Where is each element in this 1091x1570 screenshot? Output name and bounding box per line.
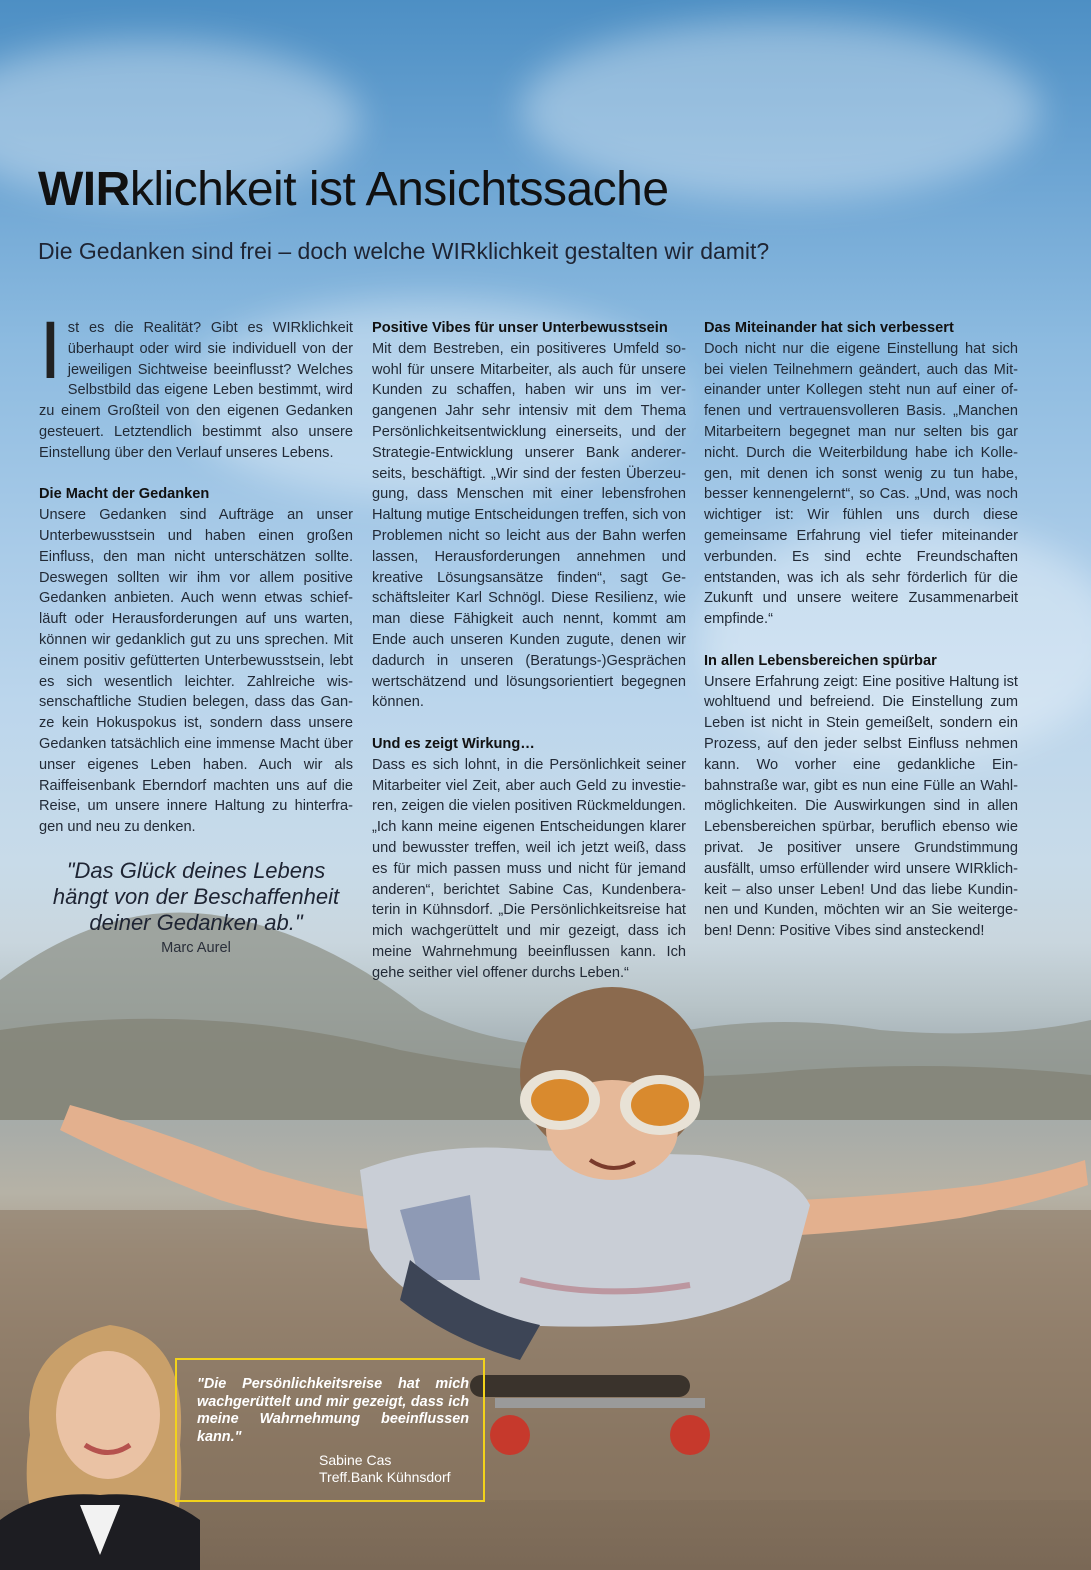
testimonial-organization: Treff.Bank Kühnsdorf <box>319 1469 451 1485</box>
section-heading: Und es zeigt Wirkung… <box>372 735 535 752</box>
dropcap: I <box>39 305 62 396</box>
section-text: Doch nicht nur die eigene Einstellung hat sich bei vielen Teilnehmern geändert, auch das Miteinander unter Kollegen steht nun auf einer offenen und vertrauensvolleren Basis. „Manchen Mitarbeitern begegnet man nur selten bis gar nicht. Durch die Weiterbildung habe ich Kollegen, mit denen ich sonst wenig zu tun habe, besser kennengelernt“, so Cas. „Und, was noch wichtiger ist: Wir fühlen uns durch diese gemeinsame Erfahrung viel tiefer miteinander verbunden. Es sind echte Freundschaften entstanden, was ich als sehr förderlich für die Zukunft und unsere weitere Zusammenarbeit empfinde.“ <box>704 340 1018 628</box>
page-subtitle: Die Gedanken sind frei – doch welche WIRklichkeit gestalten wir damit? <box>38 238 770 264</box>
article-column-2 <box>372 318 686 1004</box>
page-title <box>38 162 669 217</box>
section-heading: Positive Vibes für unser Unterbewusstsein <box>372 320 668 336</box>
pull-quote <box>39 858 353 956</box>
testimonial-name: Sabine Cas <box>319 1452 392 1468</box>
testimonial-quote-box <box>175 1358 485 1502</box>
section-text: Mit dem Bestreben, ein positiveres Umfeld sowohl für unsere Mitarbeiter, als auch für unsere Kunden zu schaffen, haben wir uns im vergangenen Jahr sehr intensiv mit dem Thema Persönlichkeitsentwicklung einerseits, und der Strategie-Entwicklung unserer Bank andererseits, beschäftigt. „Wir sind der festen Überzeugung, dass Menschen mit einer lebensfrohen Haltung mutige Entscheidungen treffen, sich von Problemen nicht so leicht aus der Bahn werfen lassen, Herausforderungen annehmen und kreative Lösungsansätze finden“, sagt Geschäftsleiter Karl Schnögl. Diese Resilienz, wie man diese Fähigkeit auch nennt, kommt am Ende auch unseren Kunden zugute, denen wir dadurch in unseren (Beratungs-)Gesprächen wertschätzend und lösungsorientiert begegnen können. <box>372 340 686 711</box>
portrait-photo <box>0 1305 200 1570</box>
section-heading: In allen Lebensbereichen spürbar <box>704 652 937 669</box>
section-text: Dass es sich lohnt, in die Persönlichkeit seiner Mitarbeiter viel Zeit, aber auch Geld zu investieren, zeigen die vielen positiven Rückmeldungen. „Ich kann meine eigenen Entscheidungen klarer und bewusster treffen, weil ich jetzt weiß, dass es für mich passen muss und nicht für jemand anderen“, berichtet Sabine Cas, Kundenberaterin in Kühnsdorf. „Die Persönlichkeitsreise hat mich wachgerüttelt und mir gezeigt, dass ich meine Wahrnehmung beeinflussen kann. Ich gehe seither viel offener durchs Leben.“ <box>372 756 686 981</box>
testimonial-text: "Die Persönlichkeitsreise hat mich wachgerüttelt und mir gezeigt, dass ich meine Wahrnehmung beeinflussen kann." <box>197 1376 469 1445</box>
section-text: Unsere Erfahrung zeigt: Eine positive Haltung ist wohltuend und befreiend. Die Einstellung zum Leben ist nicht in Stein gemeißelt, sondern ein Prozess, auf den jeder selbst Einfluss nehmen kann. Wo vorher eine gedankliche Einbahnstraße war, gibt es nun eine Fülle an Wahlmöglichkeiten. Die Auswirkungen sind in allen Lebensbereichen spürbar, beruflich ebenso wie privat. Je positiver unsere Grundstimmung ausfällt, umso erfüllender wird unsere WIRklichkeit – also unser Leben! Und das liebe Kundinnen und Kunden, möchten wir an Sie weitergeben! Denn: Positive Vibes sind ansteckend! <box>704 673 1018 940</box>
pull-quote-text: "Das Glück deines Lebens hängt von der Beschaffenheit deiner Gedanken ab." <box>52 858 340 935</box>
title-rest: klichkeit ist Ansichtssache <box>129 163 669 216</box>
article-column-1 <box>39 305 353 859</box>
article-column-3 <box>704 318 1018 963</box>
title-strong: WIR <box>38 163 130 216</box>
section-text: Unsere Gedanken sind Aufträge an unser Unterbewusstsein und haben einen großen Einfluss, den man nicht unterschätzen sollte. Deswegen sollten wir ihm vor allem positive Gedanken anbieten. Auch wenn etwas schiefläuft oder Herausforderungen auf uns warten, können wir gedanklich gut zu uns sprechen. Mit einem positiv gefütterten Unterbewusstsein, lebt es sich wesentlich leichter. Zahlreiche wissenschaftliche Studien belegen, dass das Ganze kein Hokuspokus ist, sondern dass unsere Gedanken tatsächlich eine immense Macht über unser eigenes Leben haben. Auch wir als Raiffeisenbank Eberndorf machten uns auf die Reise, um unsere innere Haltung zu hinterfragen und neu zu denken. <box>39 507 353 836</box>
intro-paragraph <box>39 305 353 464</box>
pull-quote-author: Marc Aurel <box>161 940 231 956</box>
intro-text: st es die Realität? Gibt es WIRklichkeit überhaupt oder wird sie individuell von der jeweiligen Sichtweise beeinflusst? Welches Selbstbild das eigene Leben bestimmt, wird zu einem Großteil von den eigenen Gedanken gesteuert. Letztendlich bestimmt also unsere Einstellung über den Verlauf unseres Lebens. <box>39 320 353 461</box>
section-heading: Das Miteinander hat sich verbessert <box>704 320 954 336</box>
section-heading: Die Macht der Gedanken <box>39 486 210 503</box>
